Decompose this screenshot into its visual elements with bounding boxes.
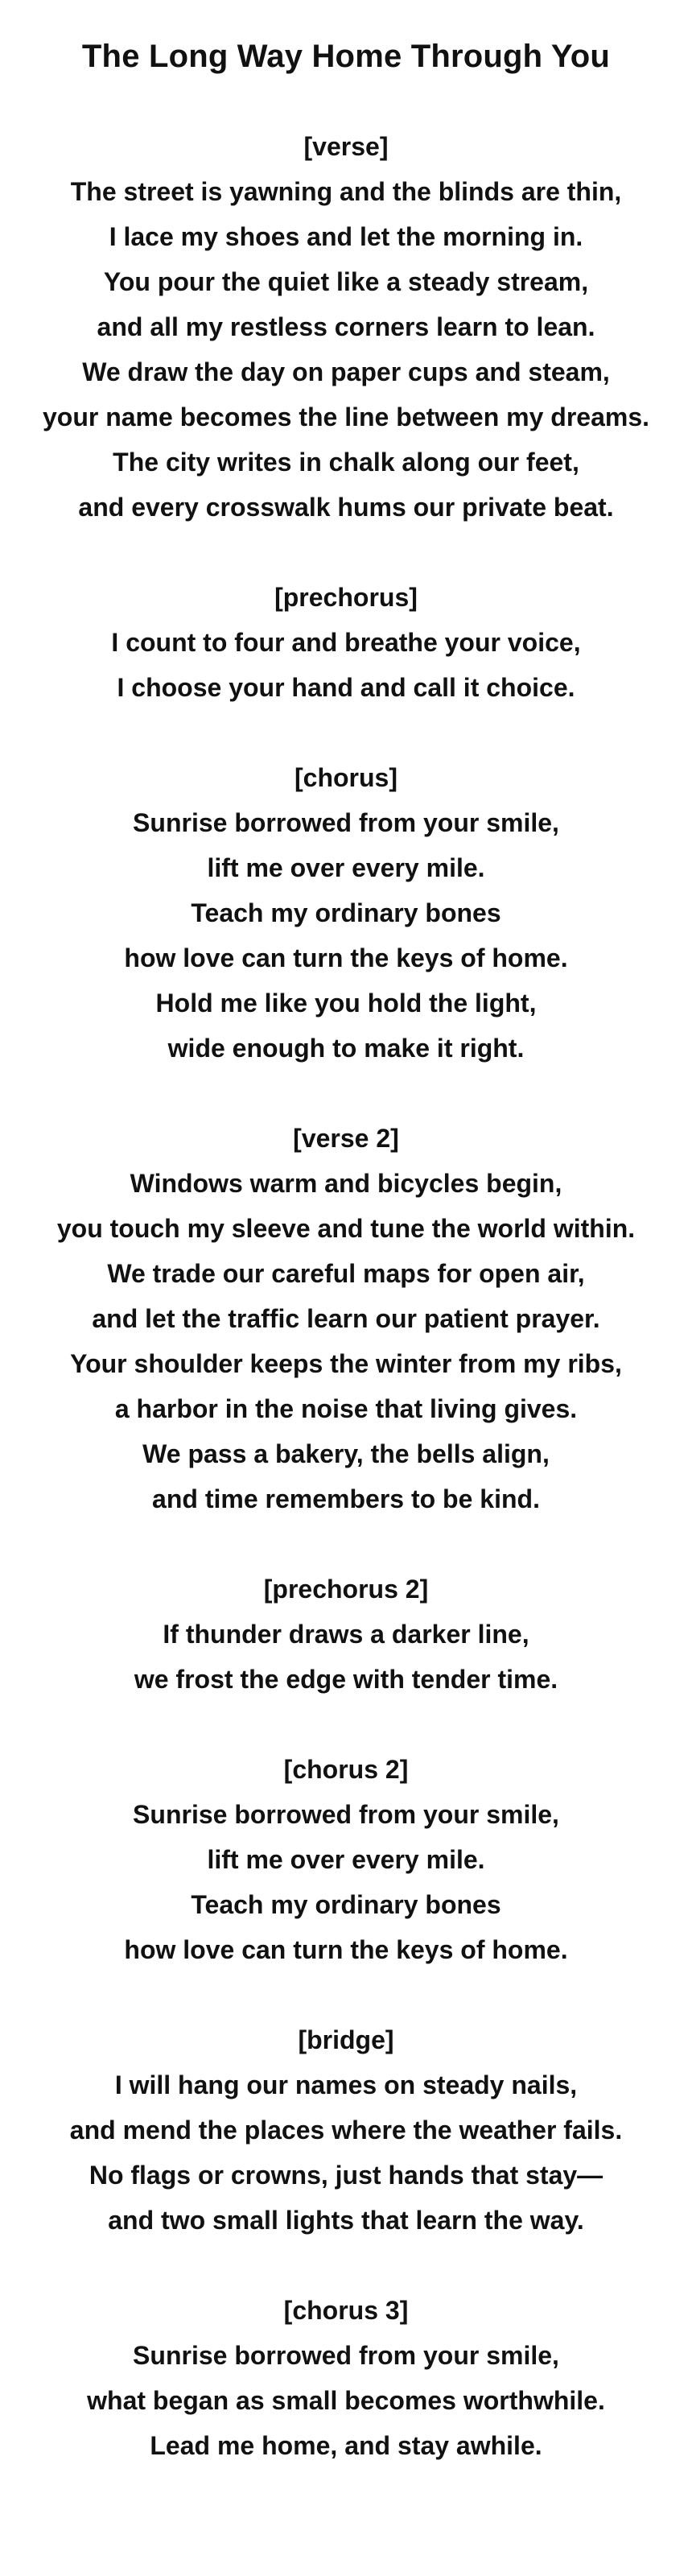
lyric-line: We pass a bakery, the bells align, [142,1439,550,1468]
lyric-line: Sunrise borrowed from your smile, [133,1800,559,1829]
lyric-line: and all my restless corners learn to lean. [97,312,595,341]
lyric-line: and let the traffic learn our patient prayer. [92,1304,600,1333]
lyric-line: I choose your hand and call it choice. [117,673,575,702]
lyric-line: We draw the day on paper cups and steam, [82,357,610,386]
lyric-section [0,1747,692,1972]
lyric-line: and every crosswalk hums our private beat. [78,493,614,522]
lyric-line: I lace my shoes and let the morning in. [109,222,583,251]
lyric-line: Sunrise borrowed from your smile, [133,808,559,837]
section-label: [verse 2] [293,1124,399,1153]
lyric-line: you touch my sleeve and tune the world within. [56,1214,636,1243]
lyric-line: No flags or crowns, just hands that stay— [89,2161,603,2190]
lyric-section [0,2017,692,2243]
lyric-line: Sunrise borrowed from your smile, [133,2341,559,2370]
lyric-line: how love can turn the keys of home. [124,1935,568,1964]
lyric-line: wide enough to make it right. [167,1034,525,1063]
section-label: [bridge] [298,2025,394,2054]
section-label: [prechorus 2] [263,1575,429,1604]
lyrics-sections [0,124,692,2468]
lyric-section [0,1567,692,1702]
lyric-line: how love can turn the keys of home. [124,943,568,972]
lyric-line: We trade our careful maps for open air, [107,1259,585,1288]
lyric-section [0,2288,692,2468]
lyric-line: Lead me home, and stay awhile. [150,2431,542,2460]
lyric-line: Your shoulder keeps the winter from my ribs, [70,1349,622,1378]
lyric-line: and time remembers to be kind. [152,1484,540,1513]
section-label: [chorus 3] [283,2296,409,2325]
lyric-line: and two small lights that learn the way. [108,2206,584,2235]
lyric-line: You pour the quiet like a steady stream, [103,267,589,296]
lyric-section [0,575,692,710]
lyric-line: Teach my ordinary bones [191,1890,501,1919]
lyric-line: Teach my ordinary bones [191,898,501,927]
lyric-line: a harbor in the noise that living gives. [114,1394,578,1423]
lyric-line: what began as small becomes worthwhile. [87,2386,605,2415]
lyric-section [0,755,692,1071]
section-label: [verse] [303,132,389,161]
song-title: The Long Way Home Through You [81,39,611,74]
lyric-line: we frost the edge with tender time. [134,1665,558,1694]
lyric-line: lift me over every mile. [207,1845,485,1874]
lyric-line: and mend the places where the weather fails. [69,2116,623,2145]
lyric-line: The city writes in chalk along our feet, [113,448,579,477]
lyric-line: Hold me like you hold the light, [155,989,537,1018]
lyric-line: I will hang our names on steady nails, [114,2070,578,2099]
section-label: [chorus] [295,763,397,792]
lyric-line: Windows warm and bicycles begin, [130,1169,562,1198]
lyric-line: If thunder draws a darker line, [163,1620,529,1649]
section-label: [prechorus] [274,583,418,612]
section-label: [chorus 2] [283,1755,409,1784]
lyric-section [0,1116,692,1521]
lyric-section [0,124,692,530]
lyric-line: I count to four and breathe your voice, [111,628,581,657]
lyric-line: lift me over every mile. [207,853,485,882]
lyric-line: The street is yawning and the blinds are thin, [70,177,622,206]
lyric-line: your name becomes the line between my dreams. [42,402,650,431]
